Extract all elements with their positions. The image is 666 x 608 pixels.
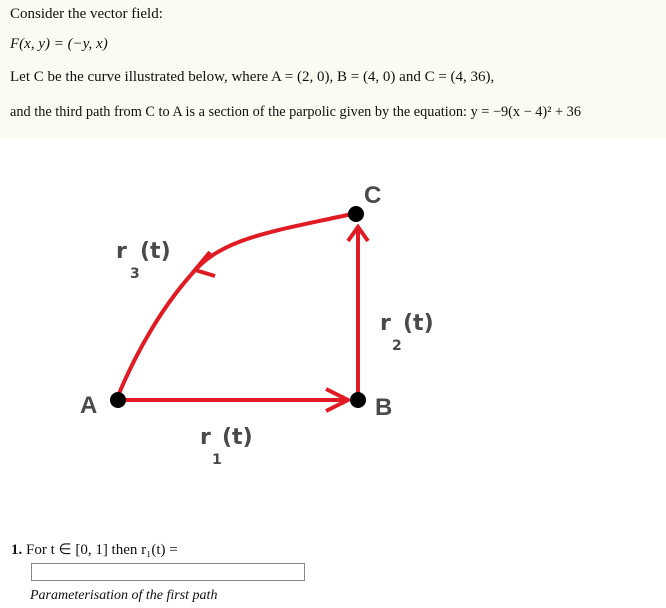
path-2-label-r: r [380,311,391,336]
parabola-description: and the third path from C to A is a section of the parpolic given by the equation: y = −9(x − 4)² + 36 [10,104,581,120]
path-1-label-subscript: 1 [212,452,222,468]
question-1 [11,540,178,559]
path-3-label-subscript: 3 [130,266,140,282]
path-1-label-r: r [200,425,211,450]
path-1-label [200,425,253,468]
problem-intro: Consider the vector field: [10,6,163,22]
point-a-label: A [80,392,98,419]
path-3-label-r: r [116,239,127,264]
question-text: For t ∈ [0, 1] then r₁(t) = [26,542,178,558]
answer-input-r1[interactable] [31,563,305,581]
point-b-dot [350,392,366,408]
path-3-label [116,239,171,282]
point-a-dot [110,392,126,408]
answer-hint: Parameterisation of the first path [30,588,218,603]
path-2-label-t: (t) [403,311,434,336]
path-3-label-t: (t) [140,239,171,264]
vector-field-equation: F(x, y) = (−y, x) [10,36,108,52]
path-1-label-t: (t) [222,425,253,450]
point-b-label: B [375,394,393,421]
question-number: 1. [11,542,23,558]
point-c-dot [348,206,364,222]
curve-definition: Let C be the curve illustrated below, where A = (2, 0), B = (4, 0) and C = (4, 36), [10,69,495,85]
path-2-label-subscript: 2 [392,338,402,354]
path-2-label [380,311,434,354]
point-c-label: C [364,182,382,209]
